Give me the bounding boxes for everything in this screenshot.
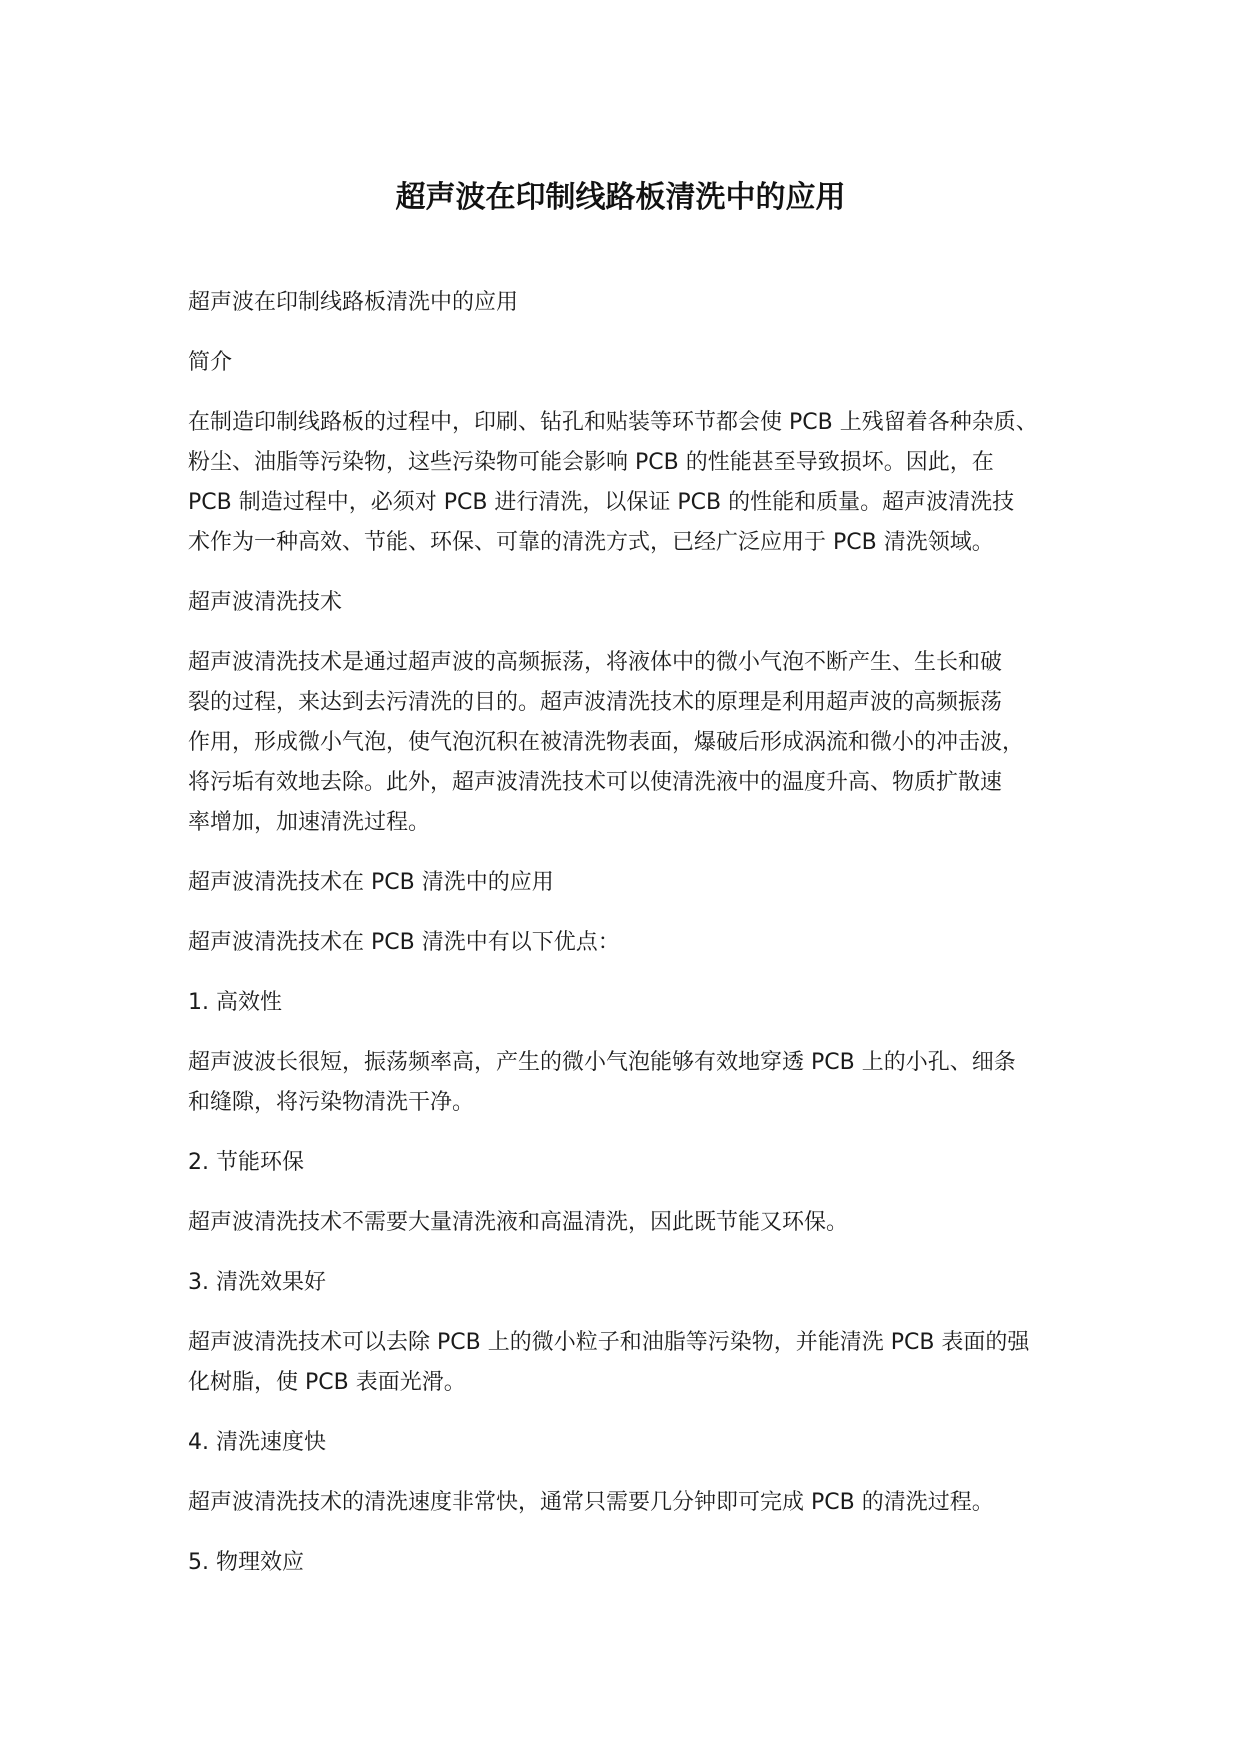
paragraph-line: 超声波清洗技术是通过超声波的高频振荡，将液体中的微小气泡不断产生、生长和破: [188, 650, 1003, 675]
paragraph: [188, 923, 1068, 963]
paragraph-line: 2. 节能环保: [188, 1150, 304, 1175]
document-title: 超声波在印制线路板清洗中的应用: [395, 180, 846, 215]
paragraph: [188, 403, 1068, 563]
paragraph-line: 在制造印制线路板的过程中，印刷、钻孔和贴装等环节都会使 PCB 上残留着各种杂质、: [188, 410, 1038, 435]
paragraph: [188, 1143, 1068, 1183]
paragraph: [188, 863, 1068, 903]
paragraph: [188, 1423, 1068, 1463]
paragraph: [188, 1203, 1068, 1243]
paragraph-line: 率增加，加速清洗过程。: [188, 810, 431, 835]
paragraph-line: 将污垢有效地去除。此外，超声波清洗技术可以使清洗液中的温度升高、物质扩散速: [188, 770, 1003, 795]
paragraph-line: 作用，形成微小气泡，使气泡沉积在被清洗物表面，爆破后形成涡流和微小的冲击波，: [188, 730, 1025, 755]
paragraph-line: 超声波在印制线路板清洗中的应用: [188, 290, 519, 315]
paragraph-line: 3. 清洗效果好: [188, 1270, 326, 1295]
paragraph-line: 5. 物理效应: [188, 1550, 304, 1575]
paragraph-line: 超声波清洗技术的清洗速度非常快，通常只需要几分钟即可完成 PCB 的清洗过程。: [188, 1490, 994, 1515]
paragraph-line: 超声波清洗技术在 PCB 清洗中的应用: [188, 870, 554, 895]
paragraph-line: 超声波清洗技术不需要大量清洗液和高温清洗，因此既节能又环保。: [188, 1210, 849, 1235]
paragraph: [188, 1543, 1068, 1583]
paragraph: [188, 1323, 1068, 1403]
paragraph-line: 裂的过程，来达到去污清洗的目的。超声波清洗技术的原理是利用超声波的高频振荡: [188, 690, 1003, 715]
paragraph: [188, 983, 1068, 1023]
paragraph: [188, 283, 1068, 323]
paragraph-line: 粉尘、油脂等污染物，这些污染物可能会影响 PCB 的性能甚至导致损坏。因此，在: [188, 450, 994, 475]
paragraph-line: 超声波清洗技术: [188, 590, 343, 615]
paragraph: [188, 343, 1068, 383]
paragraph-line: 和缝隙，将污染物清洗干净。: [188, 1090, 475, 1115]
paragraph-line: 1. 高效性: [188, 990, 282, 1015]
paragraph-line: 简介: [188, 350, 233, 375]
document-body: [188, 283, 1068, 1603]
paragraph-line: 超声波清洗技术在 PCB 清洗中有以下优点：: [188, 930, 620, 955]
paragraph-line: 术作为一种高效、节能、环保、可靠的清洗方式，已经广泛应用于 PCB 清洗领域。: [188, 530, 994, 555]
paragraph: [188, 1483, 1068, 1523]
paragraph-line: 化树脂，使 PCB 表面光滑。: [188, 1370, 466, 1395]
paragraph-line: 4. 清洗速度快: [188, 1430, 326, 1455]
paragraph-line: PCB 制造过程中，必须对 PCB 进行清洗，以保证 PCB 的性能和质量。超声波清洗技: [188, 490, 1015, 515]
paragraph-line: 超声波波长很短，振荡频率高，产生的微小气泡能够有效地穿透 PCB 上的小孔、细条: [188, 1050, 1016, 1075]
paragraph: [188, 583, 1068, 623]
paragraph: [188, 1043, 1068, 1123]
paragraph: [188, 643, 1068, 843]
paragraph-line: 超声波清洗技术可以去除 PCB 上的微小粒子和油脂等污染物，并能清洗 PCB 表面的强: [188, 1330, 1030, 1355]
paragraph: [188, 1263, 1068, 1303]
